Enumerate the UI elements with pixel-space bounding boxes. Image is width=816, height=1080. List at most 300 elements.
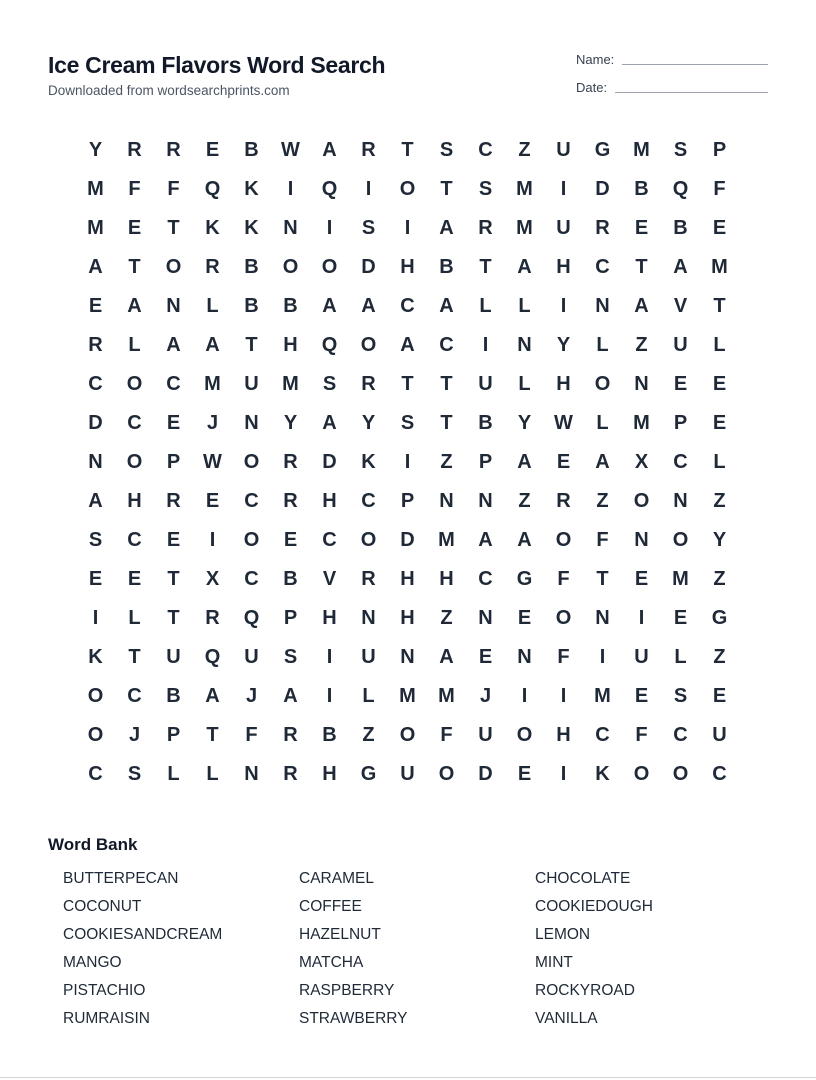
grid-letter: N bbox=[244, 763, 259, 785]
grid-letter: I bbox=[560, 685, 567, 707]
grid-letter: T bbox=[167, 607, 180, 629]
grid-letter: G bbox=[594, 139, 611, 161]
word-bank-item: COFFEE bbox=[299, 898, 362, 915]
grid-letter: E bbox=[634, 568, 649, 590]
grid-letter: B bbox=[322, 724, 337, 746]
grid-letter: J bbox=[245, 685, 258, 707]
word-bank-item: RASPBERRY bbox=[299, 982, 395, 999]
grid-letter: A bbox=[88, 256, 103, 278]
grid-letter: L bbox=[128, 334, 141, 356]
grid-letter: Y bbox=[283, 412, 298, 434]
grid-letter: U bbox=[712, 724, 727, 746]
grid-letter: A bbox=[595, 451, 610, 473]
grid-letter: O bbox=[360, 334, 377, 356]
grid-letter: I bbox=[404, 217, 411, 239]
grid-letter: O bbox=[243, 451, 260, 473]
name-line bbox=[622, 63, 768, 65]
grid-letter: I bbox=[209, 529, 216, 551]
grid-letter: N bbox=[634, 529, 649, 551]
grid-letter: P bbox=[166, 451, 181, 473]
grid-letter: Y bbox=[517, 412, 532, 434]
grid-letter: N bbox=[361, 607, 376, 629]
grid-letter: O bbox=[126, 373, 143, 395]
grid-letter: J bbox=[128, 724, 141, 746]
grid-letter: B bbox=[166, 685, 181, 707]
grid-letter: D bbox=[400, 529, 415, 551]
grid-letter: A bbox=[322, 295, 337, 317]
grid-letter: X bbox=[634, 451, 649, 473]
grid-letter: U bbox=[361, 646, 376, 668]
grid-letter: C bbox=[361, 490, 376, 512]
grid-letter: H bbox=[439, 568, 454, 590]
grid-letter: R bbox=[478, 217, 493, 239]
grid-letter: A bbox=[361, 295, 376, 317]
grid-letter: L bbox=[518, 295, 531, 317]
grid-letter: I bbox=[560, 295, 567, 317]
grid-letter: L bbox=[362, 685, 375, 707]
grid-letter: N bbox=[439, 490, 454, 512]
grid-letter: J bbox=[206, 412, 219, 434]
grid-letter: H bbox=[322, 490, 337, 512]
grid-letter: H bbox=[556, 724, 571, 746]
grid-letter: O bbox=[438, 763, 455, 785]
word-bank-item: LEMON bbox=[535, 926, 591, 943]
word-bank-item: COCONUT bbox=[63, 898, 142, 915]
grid-letter: W bbox=[554, 412, 573, 434]
grid-letter: N bbox=[244, 412, 259, 434]
grid-letter: D bbox=[595, 178, 610, 200]
grid-letter: W bbox=[281, 139, 300, 161]
grid-letter: C bbox=[88, 763, 103, 785]
grid-letter: K bbox=[205, 217, 220, 239]
grid-letter: C bbox=[400, 295, 415, 317]
grid-letter: R bbox=[88, 334, 103, 356]
grid-letter: M bbox=[399, 685, 416, 707]
grid-letter: E bbox=[166, 412, 181, 434]
word-bank-item: BUTTERPECAN bbox=[63, 870, 179, 887]
grid-letter: I bbox=[404, 451, 411, 473]
letter-grid bbox=[76, 131, 739, 794]
word-bank-list bbox=[48, 868, 768, 1036]
grid-letter: F bbox=[713, 178, 726, 200]
word-bank-item: MANGO bbox=[63, 954, 122, 971]
grid-letter: K bbox=[595, 763, 610, 785]
grid-letter: A bbox=[127, 295, 142, 317]
grid-letter: Q bbox=[243, 607, 260, 629]
grid-letter: S bbox=[127, 763, 142, 785]
grid-letter: M bbox=[672, 568, 689, 590]
grid-letter: T bbox=[401, 373, 414, 395]
grid-letter: U bbox=[478, 724, 493, 746]
grid-letter: T bbox=[206, 724, 219, 746]
grid-letter: M bbox=[87, 217, 104, 239]
grid-letter: E bbox=[88, 568, 103, 590]
grid-letter: C bbox=[673, 724, 688, 746]
grid-letter: R bbox=[166, 490, 181, 512]
word-bank-item: CARAMEL bbox=[299, 870, 374, 887]
grid-letter: U bbox=[556, 139, 571, 161]
grid-letter: M bbox=[516, 217, 533, 239]
grid-letter: C bbox=[127, 412, 142, 434]
grid-letter: M bbox=[204, 373, 221, 395]
word-bank-item: ROCKYROAD bbox=[535, 982, 635, 999]
grid-letter: E bbox=[712, 412, 727, 434]
grid-letter: M bbox=[438, 685, 455, 707]
grid-letter: U bbox=[166, 646, 181, 668]
grid-letter: K bbox=[88, 646, 103, 668]
grid-letter: E bbox=[712, 373, 727, 395]
grid-letter: S bbox=[361, 217, 376, 239]
grid-letter: M bbox=[516, 178, 533, 200]
grid-letter: C bbox=[88, 373, 103, 395]
grid-letter: O bbox=[321, 256, 338, 278]
grid-letter: E bbox=[283, 529, 298, 551]
grid-letter: Y bbox=[712, 529, 727, 551]
grid-letter: H bbox=[556, 373, 571, 395]
grid-letter: O bbox=[399, 724, 416, 746]
grid-letter: I bbox=[287, 178, 294, 200]
grid-letter: R bbox=[283, 763, 298, 785]
grid-letter: C bbox=[439, 334, 454, 356]
grid-letter: Z bbox=[713, 568, 726, 590]
grid-letter: T bbox=[128, 256, 141, 278]
grid-letter: A bbox=[205, 685, 220, 707]
grid-letter: E bbox=[478, 646, 493, 668]
grid-letter: O bbox=[672, 763, 689, 785]
grid-letter: R bbox=[556, 490, 571, 512]
grid-letter: B bbox=[673, 217, 688, 239]
grid-letter: N bbox=[517, 646, 532, 668]
grid-letter: N bbox=[634, 373, 649, 395]
grid-letter: A bbox=[166, 334, 181, 356]
grid-letter: L bbox=[479, 295, 492, 317]
grid-letter: K bbox=[244, 178, 259, 200]
grid-letter: I bbox=[482, 334, 489, 356]
grid-letter: N bbox=[595, 607, 610, 629]
grid-letter: E bbox=[127, 217, 142, 239]
grid-letter: V bbox=[673, 295, 688, 317]
grid-letter: O bbox=[672, 529, 689, 551]
grid-letter: I bbox=[521, 685, 528, 707]
grid-letter: E bbox=[166, 529, 181, 551]
grid-letter: O bbox=[516, 724, 533, 746]
grid-letter: U bbox=[244, 373, 259, 395]
word-bank-item: RUMRAISIN bbox=[63, 1010, 150, 1027]
grid-letter: T bbox=[167, 568, 180, 590]
grid-letter: I bbox=[326, 685, 333, 707]
grid-letter: S bbox=[478, 178, 493, 200]
grid-letter: R bbox=[205, 607, 220, 629]
grid-letter: Q bbox=[321, 178, 338, 200]
name-field bbox=[576, 49, 768, 67]
grid-letter: S bbox=[673, 139, 688, 161]
grid-letter: F bbox=[128, 178, 141, 200]
grid-letter: S bbox=[439, 139, 454, 161]
grid-letter: N bbox=[283, 217, 298, 239]
grid-letter: P bbox=[166, 724, 181, 746]
grid-letter: P bbox=[712, 139, 727, 161]
grid-letter: L bbox=[674, 646, 687, 668]
grid-letter: R bbox=[166, 139, 181, 161]
grid-letter: O bbox=[243, 529, 260, 551]
grid-letter: E bbox=[127, 568, 142, 590]
grid-letter: I bbox=[560, 178, 567, 200]
date-field bbox=[576, 77, 768, 95]
grid-letter: C bbox=[127, 685, 142, 707]
grid-letter: K bbox=[244, 217, 259, 239]
grid-letter: R bbox=[127, 139, 142, 161]
grid-letter: Y bbox=[88, 139, 103, 161]
grid-letter: T bbox=[167, 217, 180, 239]
student-info-fields bbox=[576, 49, 768, 105]
grid-letter: L bbox=[206, 295, 219, 317]
grid-letter: H bbox=[283, 334, 298, 356]
grid-letter: R bbox=[361, 373, 376, 395]
grid-letter: A bbox=[478, 529, 493, 551]
grid-letter: T bbox=[479, 256, 492, 278]
grid-letter: L bbox=[518, 373, 531, 395]
word-bank-item: HAZELNUT bbox=[299, 926, 381, 943]
grid-letter: H bbox=[322, 763, 337, 785]
grid-letter: B bbox=[283, 295, 298, 317]
word-bank-item: VANILLA bbox=[535, 1010, 598, 1027]
grid-letter: N bbox=[478, 607, 493, 629]
word-bank bbox=[48, 834, 768, 1036]
grid-letter: E bbox=[712, 217, 727, 239]
grid-letter: A bbox=[439, 646, 454, 668]
grid-letter: B bbox=[244, 295, 259, 317]
grid-letter: Q bbox=[321, 334, 338, 356]
grid-letter: L bbox=[596, 412, 609, 434]
grid-letter: T bbox=[440, 178, 453, 200]
grid-letter: T bbox=[245, 334, 258, 356]
grid-letter: S bbox=[283, 646, 298, 668]
grid-letter: Q bbox=[672, 178, 689, 200]
word-bank-item: PISTACHIO bbox=[63, 982, 146, 999]
grid-letter: L bbox=[206, 763, 219, 785]
grid-letter: E bbox=[673, 607, 688, 629]
grid-letter: G bbox=[711, 607, 728, 629]
grid-letter: S bbox=[400, 412, 415, 434]
grid-letter: S bbox=[322, 373, 337, 395]
grid-letter: O bbox=[555, 607, 572, 629]
grid-letter: F bbox=[557, 568, 570, 590]
grid-letter: N bbox=[517, 334, 532, 356]
grid-letter: B bbox=[478, 412, 493, 434]
grid-letter: N bbox=[166, 295, 181, 317]
grid-letter: P bbox=[478, 451, 493, 473]
grid-letter: Z bbox=[440, 607, 453, 629]
grid-letter: H bbox=[556, 256, 571, 278]
grid-letter: H bbox=[400, 568, 415, 590]
grid-letter: O bbox=[165, 256, 182, 278]
grid-letter: L bbox=[596, 334, 609, 356]
grid-letter: U bbox=[634, 646, 649, 668]
page-header bbox=[48, 50, 385, 100]
grid-letter: T bbox=[596, 568, 609, 590]
grid-letter: I bbox=[365, 178, 372, 200]
grid-letter: R bbox=[283, 490, 298, 512]
grid-letter: E bbox=[517, 763, 532, 785]
grid-letter: N bbox=[88, 451, 103, 473]
footer-divider bbox=[0, 1077, 816, 1078]
grid-letter: C bbox=[127, 529, 142, 551]
grid-letter: F bbox=[245, 724, 258, 746]
grid-letter: N bbox=[673, 490, 688, 512]
grid-letter: M bbox=[282, 373, 299, 395]
grid-letter: R bbox=[283, 451, 298, 473]
grid-letter: T bbox=[401, 139, 414, 161]
grid-letter: M bbox=[711, 256, 728, 278]
grid-letter: N bbox=[478, 490, 493, 512]
grid-letter: C bbox=[322, 529, 337, 551]
grid-letter: D bbox=[478, 763, 493, 785]
word-bank-item: CHOCOLATE bbox=[535, 870, 631, 887]
grid-letter: O bbox=[594, 373, 611, 395]
grid-letter: F bbox=[596, 529, 609, 551]
grid-letter: X bbox=[205, 568, 220, 590]
grid-letter: O bbox=[360, 529, 377, 551]
date-label: Date: bbox=[576, 80, 608, 95]
grid-letter: B bbox=[244, 139, 259, 161]
grid-letter: O bbox=[399, 178, 416, 200]
grid-letter: C bbox=[595, 256, 610, 278]
grid-letter: C bbox=[244, 568, 259, 590]
word-bank-item: COOKIESANDCREAM bbox=[63, 926, 223, 943]
grid-letter: E bbox=[556, 451, 571, 473]
grid-letter: F bbox=[635, 724, 648, 746]
grid-letter: M bbox=[594, 685, 611, 707]
grid-letter: L bbox=[128, 607, 141, 629]
grid-letter: O bbox=[633, 763, 650, 785]
grid-letter: T bbox=[440, 412, 453, 434]
grid-letter: Y bbox=[556, 334, 571, 356]
grid-letter: M bbox=[87, 178, 104, 200]
grid-letter: Z bbox=[635, 334, 648, 356]
grid-letter: R bbox=[595, 217, 610, 239]
grid-letter: A bbox=[673, 256, 688, 278]
grid-letter: A bbox=[517, 451, 532, 473]
grid-letter: K bbox=[361, 451, 376, 473]
grid-letter: Y bbox=[361, 412, 376, 434]
grid-letter: D bbox=[88, 412, 103, 434]
name-label: Name: bbox=[576, 52, 615, 67]
grid-letter: Z bbox=[362, 724, 375, 746]
grid-letter: U bbox=[556, 217, 571, 239]
grid-letter: J bbox=[479, 685, 492, 707]
grid-letter: T bbox=[713, 295, 726, 317]
grid-letter: A bbox=[322, 412, 337, 434]
grid-letter: T bbox=[635, 256, 648, 278]
grid-letter: I bbox=[92, 607, 99, 629]
grid-letter: D bbox=[322, 451, 337, 473]
grid-letter: E bbox=[634, 685, 649, 707]
grid-letter: C bbox=[478, 568, 493, 590]
grid-letter: Z bbox=[518, 139, 531, 161]
grid-letter: A bbox=[517, 256, 532, 278]
grid-letter: I bbox=[326, 646, 333, 668]
grid-letter: H bbox=[127, 490, 142, 512]
grid-letter: E bbox=[517, 607, 532, 629]
grid-letter: L bbox=[167, 763, 180, 785]
grid-letter: S bbox=[673, 685, 688, 707]
grid-letter: U bbox=[673, 334, 688, 356]
grid-letter: L bbox=[713, 334, 726, 356]
grid-letter: U bbox=[244, 646, 259, 668]
grid-letter: E bbox=[88, 295, 103, 317]
grid-letter: A bbox=[322, 139, 337, 161]
grid-letter: Z bbox=[713, 646, 726, 668]
grid-letter: Z bbox=[596, 490, 609, 512]
grid-letter: A bbox=[88, 490, 103, 512]
grid-letter: I bbox=[560, 763, 567, 785]
grid-letter: M bbox=[438, 529, 455, 551]
grid-letter: V bbox=[322, 568, 337, 590]
grid-letter: T bbox=[440, 373, 453, 395]
grid-letter: U bbox=[400, 763, 415, 785]
word-bank-item: MATCHA bbox=[299, 954, 364, 971]
grid-letter: P bbox=[283, 607, 298, 629]
grid-letter: A bbox=[439, 295, 454, 317]
grid-letter: O bbox=[87, 724, 104, 746]
grid-letter: A bbox=[205, 334, 220, 356]
grid-letter: C bbox=[673, 451, 688, 473]
grid-letter: Q bbox=[204, 646, 221, 668]
grid-letter: C bbox=[478, 139, 493, 161]
grid-letter: A bbox=[283, 685, 298, 707]
grid-letter: I bbox=[638, 607, 645, 629]
grid-letter: C bbox=[244, 490, 259, 512]
grid-letter: T bbox=[128, 646, 141, 668]
grid-letter: B bbox=[244, 256, 259, 278]
grid-letter: M bbox=[633, 412, 650, 434]
grid-letter: O bbox=[87, 685, 104, 707]
word-bank-item: COOKIEDOUGH bbox=[535, 898, 653, 915]
grid-letter: C bbox=[595, 724, 610, 746]
grid-letter: R bbox=[361, 139, 376, 161]
grid-letter: R bbox=[205, 256, 220, 278]
grid-letter: N bbox=[400, 646, 415, 668]
grid-letter: D bbox=[361, 256, 376, 278]
grid-letter: Z bbox=[440, 451, 453, 473]
grid-letter: O bbox=[633, 490, 650, 512]
source-subtitle: Downloaded from wordsearchprints.com bbox=[48, 83, 290, 98]
grid-letter: E bbox=[712, 685, 727, 707]
grid-letter: Q bbox=[204, 178, 221, 200]
grid-letter: F bbox=[440, 724, 453, 746]
grid-letter: S bbox=[88, 529, 103, 551]
grid-letter: R bbox=[361, 568, 376, 590]
grid-letter: A bbox=[634, 295, 649, 317]
word-bank-title: Word Bank bbox=[48, 835, 138, 854]
grid-letter: P bbox=[673, 412, 688, 434]
page-title: Ice Cream Flavors Word Search bbox=[48, 52, 386, 78]
word-bank-item: STRAWBERRY bbox=[299, 1010, 408, 1027]
grid-letter: A bbox=[439, 217, 454, 239]
grid-letter: U bbox=[478, 373, 493, 395]
grid-letter: A bbox=[517, 529, 532, 551]
grid-letter: Z bbox=[518, 490, 531, 512]
grid-letter: H bbox=[400, 607, 415, 629]
grid-letter: E bbox=[205, 490, 220, 512]
grid-letter: Z bbox=[713, 490, 726, 512]
grid-letter: B bbox=[634, 178, 649, 200]
grid-letter: C bbox=[166, 373, 181, 395]
grid-letter: O bbox=[282, 256, 299, 278]
grid-letter: I bbox=[599, 646, 606, 668]
grid-letter: E bbox=[673, 373, 688, 395]
grid-letter: B bbox=[439, 256, 454, 278]
